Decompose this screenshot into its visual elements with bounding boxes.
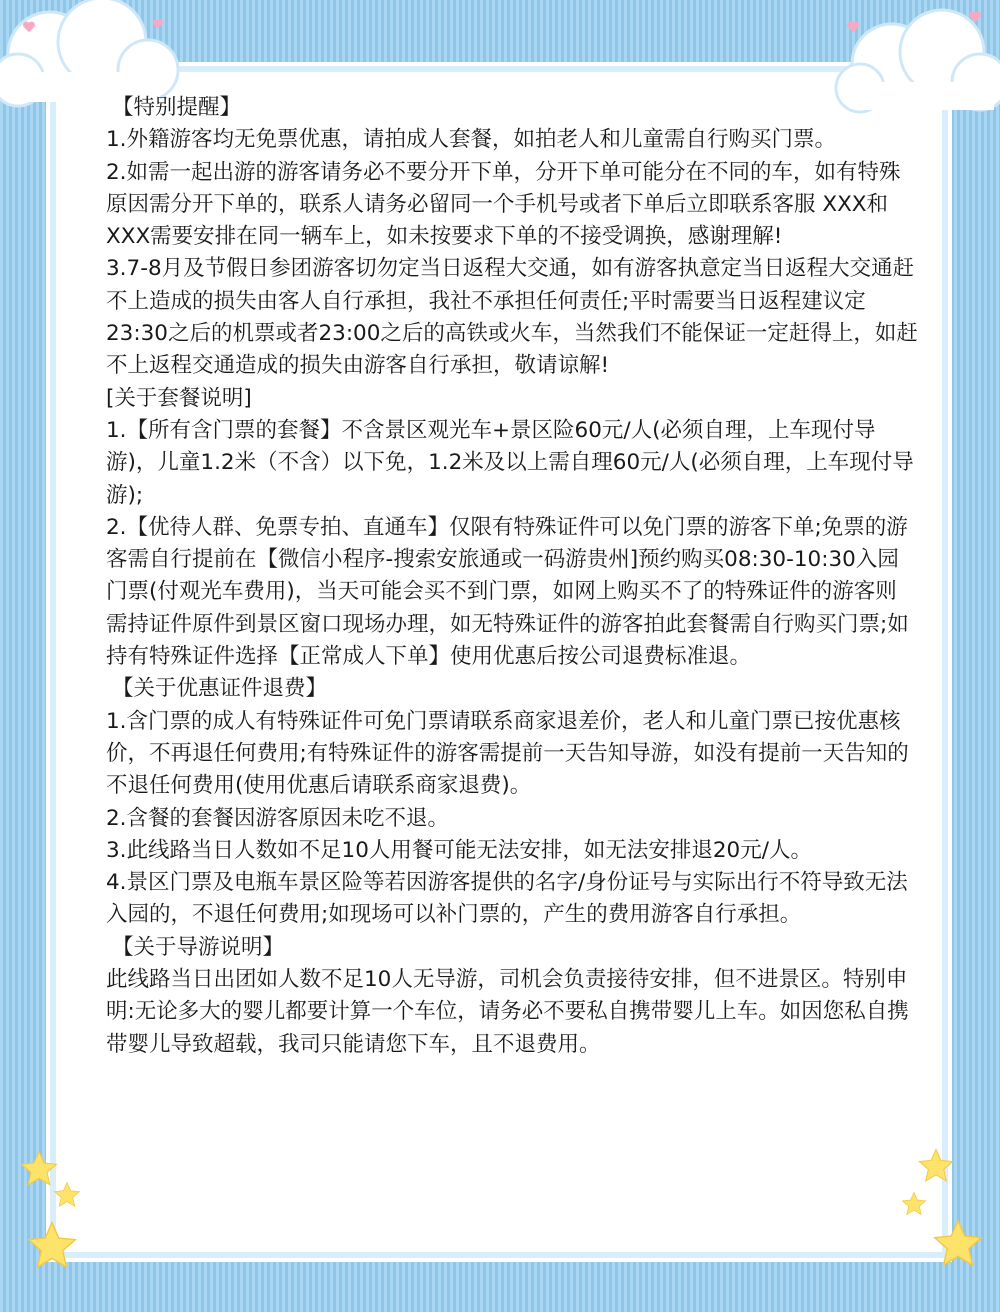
heart-icon — [968, 10, 982, 24]
notice-content — [106, 92, 918, 1061]
notice-item: 3.此线路当日人数如不足10人用餐可能无法安排，如无法安排退20元/人。 — [106, 837, 812, 863]
star-icon — [930, 1216, 986, 1272]
heart-icon — [152, 18, 164, 30]
notice-item: 4.景区门票及电瓶车景区险等若因游客提供的名字/身份证号与实际出行不符导致无法入园的，不退任何费用;如现场可以补门票的，产生的费用游客自行承担。 — [106, 870, 908, 928]
notice-item: 此线路当日出团如人数不足10人无导游，司机会负责接待安排，但不进景区。特别申明:无论多大的婴儿都要计算一个车位，请务必不要私自携带婴儿上车。如因您私自携带婴儿导致超载，我司只能请您下车，且不退费用。 — [106, 967, 909, 1057]
star-icon — [24, 1218, 80, 1274]
notice-item: 2.【优待人群、免票专拍、直通车】仅限有特殊证件可以免门票的游客下单;免票的游客需自行提前在【微信小程序-搜索安旅通或一码游贵州]预约购买08:30-10:30入园门票(付观光车费用)，当天可能会买不到门票，如网上购买不了的特殊证件的游客则需持证件原件到景区窗口现场办理，如无特殊证件的游客拍此套餐需自行购买门票;如持有特殊证件选择【正常成人下单】使用优惠后按公司退费标准退。 — [106, 514, 909, 670]
section-heading: [关于套餐说明] — [106, 385, 252, 411]
star-icon — [52, 1180, 82, 1210]
notice-item: 1.外籍游客均无免票优惠，请拍成人套餐，如拍老人和儿童需自行购买门票。 — [106, 127, 837, 153]
star-icon — [900, 1190, 928, 1218]
notice-item: 1.含门票的成人有特殊证件可免门票请联系商家退差价，老人和儿童门票已按优惠核价，不再退任何费用;有特殊证件的游客需提前一天告知导游，如没有提前一天告知的不退任何费用(使用优惠后请联系商家退费)。 — [106, 708, 909, 799]
star-icon — [916, 1146, 956, 1186]
section-heading: 【关于导游说明】 — [112, 934, 285, 960]
heart-icon — [846, 20, 860, 34]
notice-item: 2.如需一起出游的游客请务必不要分开下单，分开下单可能分在不同的车，如有特殊原因需分开下单的，联系人请务必留同一个手机号或者下单后立即联系客服 XXX和XXX需要安排在同一辆车上，如未按要求下单的不接受调换，感谢理解! — [106, 159, 901, 250]
notice-item: 1.【所有含门票的套餐】不含景区观光车+景区险60元/人(必须自理，上车现付导游)，儿童1.2米（不含）以下免，1.2米及以上需自理60元/人(必须自理，上车现付导游); — [106, 417, 914, 508]
notice-item: 2.含餐的套餐因游客原因未吃不退。 — [106, 805, 450, 831]
section-heading: 【关于优惠证件退费】 — [112, 676, 328, 702]
section-heading: 【特别提醒】 — [112, 95, 242, 120]
notice-item: 3.7-8月及节假日参团游客切勿定当日返程大交通，如有游客执意定当日返程大交通赶不上造成的损失由客人自行承担，我社不承担任何责任;平时需要当日返程建议定23:30之后的机票或者23:00之后的高铁或火车，当然我们不能保证一定赶得上，如赶不上返程交通造成的损失由游客自行承担，敬请谅解! — [106, 256, 918, 379]
heart-icon — [22, 20, 36, 34]
